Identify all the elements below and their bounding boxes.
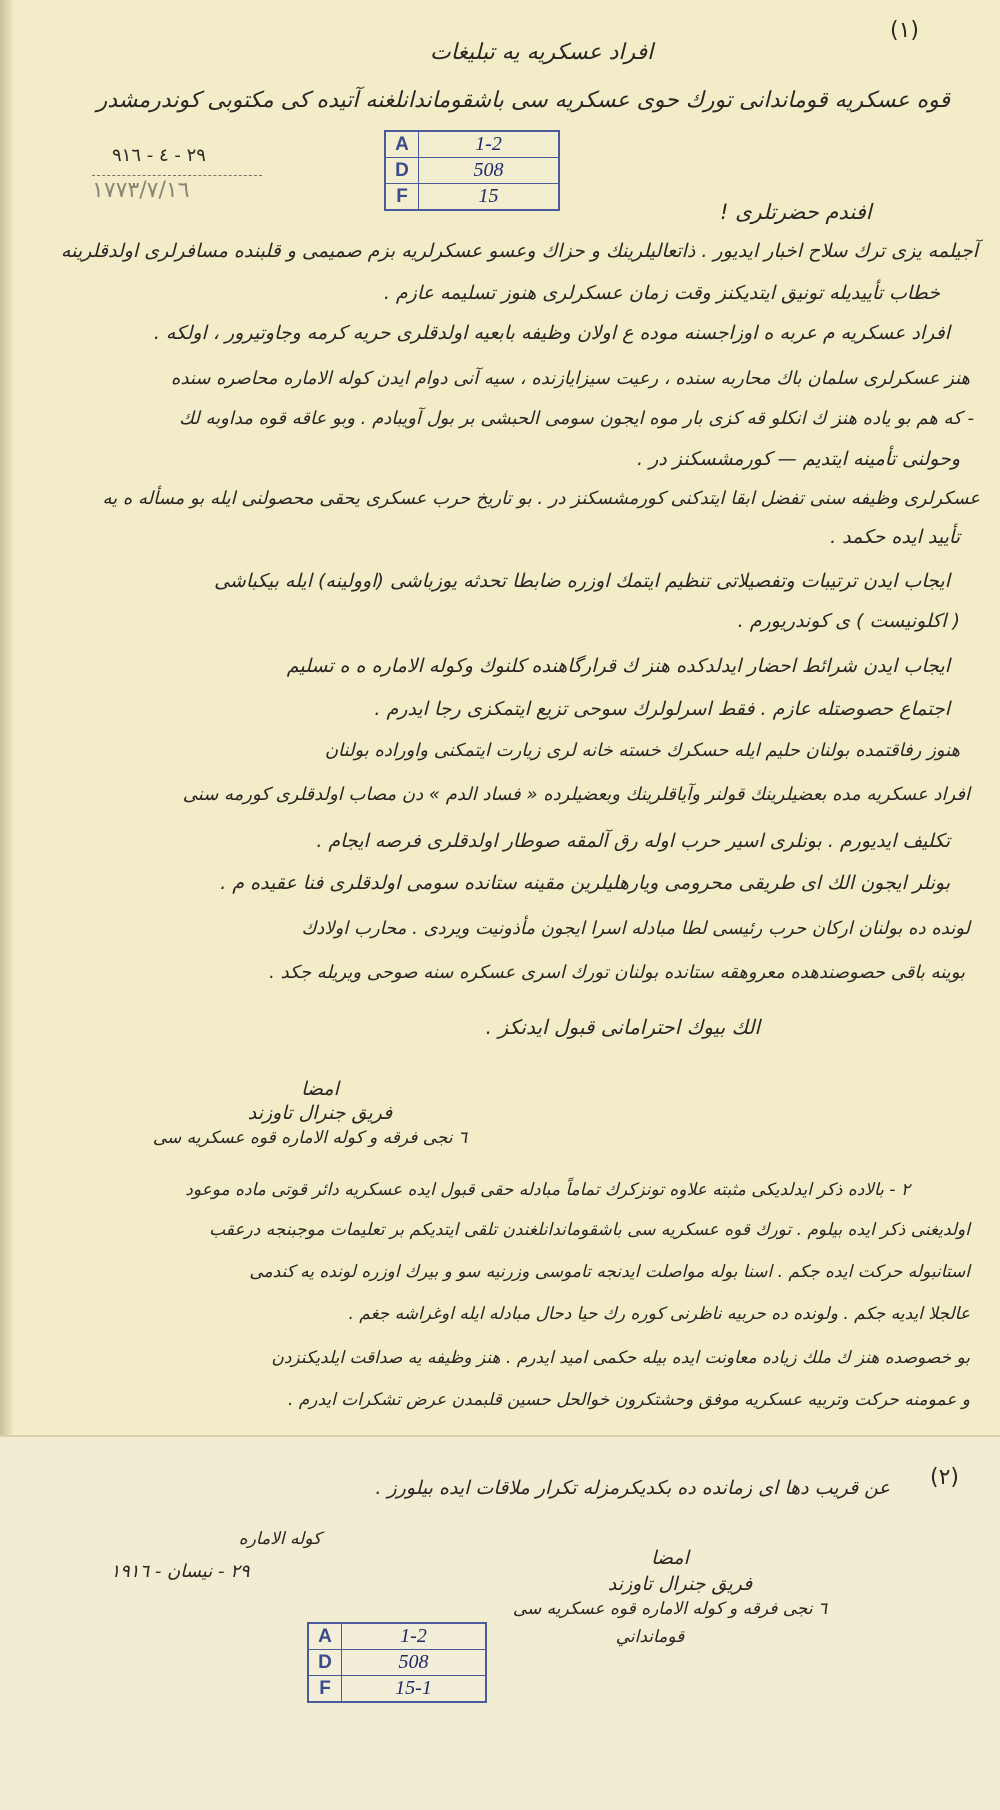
body-line: ايجاب ايدن شرائط احضار ايدلدكده هنز ك قرارگاهنده كلنوك وكوله الاماره ه ه تسليم [286,655,950,677]
page-edge-shadow [0,0,14,1435]
page-number: (١) [890,18,920,43]
body-line: افراد عسكريه م عربه ه اوزاجسنه موده ع اولان وظيفه بابعيه اولدقلرى حريه كرمه وجاوتيرور ، اولكه . [153,322,950,344]
stamp-value: 508 [473,159,504,181]
body-line: اجتماع حصوصتله عازم . فقط اسرلولرك سوحى تزيع ايتمكزى رجا ايدرم . [374,698,950,720]
stamp-key: D [309,1650,342,1675]
stamp-key: F [386,184,419,209]
stamp-value: 15 [478,185,499,207]
body-line: آجيلمه يزى ترك سلاح اخبار ايديور . ذاتعاليلرينك و حزاك وعسو عسكرلريه بزم صميمى و قلبنده مسافرلرى اولدقلرينه [60,240,978,262]
pencil-reference: ١٧٧٣/٧/١٦ [92,178,190,203]
note-line: بو خصوصده هنز ك ملك زياده معاونت ايده بيله حكمى اميد ايدرم . هنز وظيفه يه صداقت ايلديكنزدن [271,1348,970,1368]
note-line: ٢ - بالاده ذكر ايدلديكى مثبته علاوه تونزكرك تماماً مبادله حقى قبول ايده عسكريه دائر قوتى ماده موعود [185,1180,910,1200]
archive-stamp [384,130,560,211]
body-line: هنوز رفاقتمده بولنان حليم ايله حسكرك خسته خانه لرى زيارت ايتمكنى واوراده بولنان [324,740,960,761]
stamp-key: D [386,158,419,183]
body-line: - كه هم بو ياده هنز ك انكلو قه كزى بار موه ايجون سومى الحبشى بر بول آويبادم . وبو عاقه قوه مداوبه لك [179,408,974,429]
body-line: عسكرلرى وظيفه سنى تفضل ابقا ايتدكنى كورمشسكنز در . بو تاريخ حرب عسكرى يحقى محصولنى ايله بو مسأله ه يه [102,488,980,509]
body-line: وحولنى تأمينه ايتديم — كورمشسكنز در . [637,448,960,470]
letter-date: ٢٩ - نيسان - ١٩١٦ [110,1561,250,1582]
date-left: ٢٩ - ٤ - ٩١٦ [112,145,206,166]
stamp-row-d [309,1650,485,1676]
stamp-row-a [386,132,558,158]
salutation: افندم حضرتلرى ! [720,200,872,224]
closing-line: عن قريب دها اى زمانده ده بكديكرمزله تكرار ملاقات ايده بيلورز . [375,1477,890,1499]
stamp-row-f [309,1676,485,1701]
stamp-value: 1-2 [400,1625,427,1647]
note-line: و عمومنه حركت وتربيه عسكريه موفق وحشتكرون خوالحل حسين قلبمدن عرض تشكرات ايدرم . [287,1390,970,1410]
stamp-key: A [386,132,419,157]
archive-stamp [307,1622,487,1703]
body-line: ( اكلونيست ) ى كوندريورم . [737,610,960,632]
body-line: لونده ده بولنان اركان حرب رئيسى لطا مبادله اسرا ايجون مأذونيت ويردى . محارب اولادك [301,918,970,939]
body-line: هنز عسكرلرى سلمان باك محاربه سنده ، رعيت سيزايازنده ، سيه آنى دوام ايدن كوله الاماره محاصره سنده [171,368,970,389]
signature-title: ٦ نجى فرقه و كوله الاماره قوه عسكريه سى [512,1599,828,1619]
signature-subtitle: قومانداني [615,1627,685,1647]
body-line: افراد عسكريه مده بعضيلرينك قولنر وآياقلرينك وبعضيلرده « فساد الدم » دن مصاب اولدقلرى كورمه سنى [182,784,970,805]
stamp-value: 1-2 [475,133,502,155]
stamp-key: A [309,1624,342,1649]
note-line: عالجلا ايديه جكم . ولونده ده حربيه ناظرنى كوره رك حيا دحال مبادله ايله اوغراشه جغم . [348,1304,970,1324]
date-place: كوله الاماره [238,1529,322,1549]
page-number: (٢) [930,1465,960,1490]
stamp-value: 15-1 [395,1677,432,1699]
signature-title: ٦ نجى فرقه و كوله الاماره قوه عسكريه سى [152,1128,468,1148]
document-subheading: قوه عسكريه قوماندانى تورك حوى عسكريه سى باشقوماندانلغنه آتيده كى مكتوبى كوندرمشدر [96,88,950,113]
body-line: بوينه باقى حصوصندهده معروهقه ستانده بولنان تورك اسرى عسكره سنه صوحى ويريله جكد . [269,962,965,983]
body-line: خطاب تأييديله تونيق ايتديكنز وقت زمان عسكرلرى هنوز تسليمه عازم . [383,282,940,304]
document-page-2 [0,1437,1000,1810]
stamp-value: 508 [398,1651,429,1673]
note-line: استانبوله حركت ايده جكم . اسنا بوله مواصلت ايدنجه تاموسى وزرنيه سو و بيرك اوزره لونده يه كندمى [249,1262,970,1282]
body-line-closing: الك بيوك احترامانى قبول ايدنكز . [485,1015,760,1039]
signature-label: امضا [301,1078,339,1100]
signature-name: فريق جنرال تاوزند [607,1573,753,1595]
stamp-row-f [386,184,558,209]
stamp-key: F [309,1676,342,1701]
note-line: اولديغنى ذكر ايده بيلوم . تورك قوه عسكريه سى باشقوماندانلغندن تلقى ايتديكم بر تعليمات موجبنجه درعقب [209,1220,970,1240]
body-line: تأييد ايده حكمد . [830,526,960,548]
signature-name: فريق جنرال تاوزند [247,1102,393,1124]
document-heading: افراد عسكريه يه تبليغات [430,40,654,65]
pencil-dash [92,175,262,176]
stamp-row-d [386,158,558,184]
body-line: ايجاب ايدن ترتيبات وتفصيلاتى تنظيم ايتمك اوزره ضابطا تحدثه يوزباشى (اوولينه) ايله بيكباشى [214,570,950,592]
signature-label: امضا [651,1547,689,1569]
body-line: بونلر ايجون الك اى طريقى محرومى ويارهليلرين مقينه ستانده سومى اولدقلرى فنا عقيده م . [220,872,950,894]
stamp-row-a [309,1624,485,1650]
body-line: تكليف ايديورم . بونلرى اسير حرب اوله رق آلمقه صوطار اولدقلرى فرصه ايجام . [316,830,950,852]
